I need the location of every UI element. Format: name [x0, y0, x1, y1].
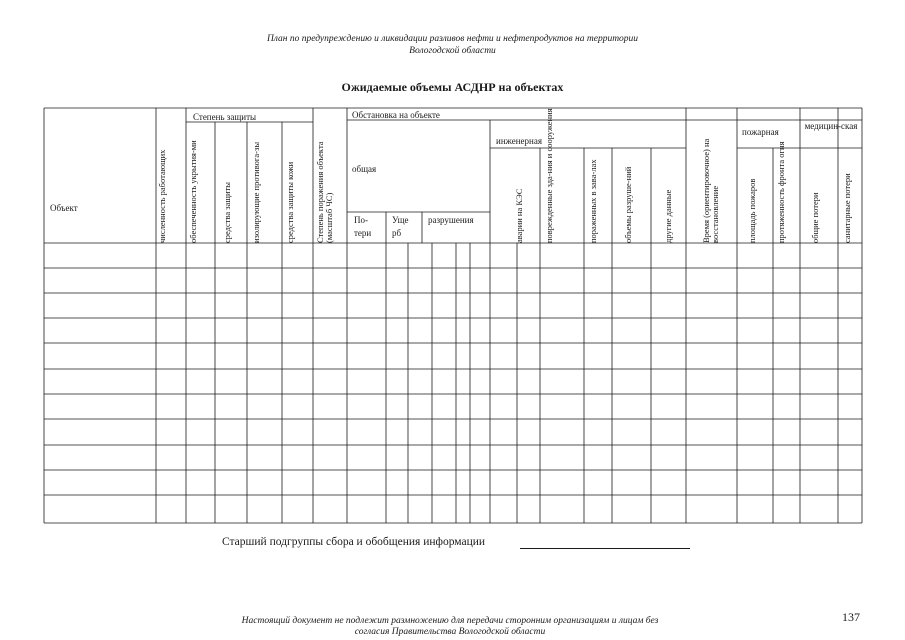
- general-header: общая: [352, 164, 377, 174]
- footer-notice-line2: согласия Правительства Вологодской области: [354, 627, 546, 637]
- fire-front-header: протяженность фронта огня: [776, 141, 786, 243]
- document-header-line2: Вологодской области: [409, 46, 496, 56]
- trapped-victims-header: пораженных в зава-лах: [588, 159, 598, 243]
- protection-group-header: Степень защиты: [193, 112, 257, 122]
- signature-line: [520, 548, 690, 549]
- situation-group-header: Обстановка на объекте: [352, 110, 440, 120]
- destruction-volume-header: объемы разруше-ний: [623, 166, 633, 243]
- object-header: Объект: [50, 203, 78, 213]
- sanitary-losses-header: санитарные потери: [842, 173, 852, 243]
- signature-label: Старший подгруппы сбора и обобщения информации: [222, 536, 486, 548]
- gas-mask-header: изолирующие противога-зы: [251, 141, 261, 243]
- damage-header-a: Уще: [392, 215, 409, 225]
- headcount-header: численность работающих: [157, 149, 167, 243]
- restore-time-header: Время (ориентировочное) на восстановление: [701, 138, 720, 243]
- damage-header-b: рб: [392, 228, 402, 238]
- damage-degree-header: Степень поражения объекта (масштаб ЧС): [315, 141, 334, 243]
- protection-means-header: средства защиты: [222, 182, 232, 243]
- kes-accidents-header: аварии на КЭС: [514, 188, 524, 243]
- losses-header-b: тери: [354, 228, 372, 238]
- table-title: Ожидаемые объемы АСДНР на объектах: [341, 80, 564, 94]
- medical-header: медицин-ская: [804, 121, 858, 131]
- destruction-header: разрушения: [428, 215, 474, 225]
- footer-notice-line1: Настоящий документ не подлежит размножению для передачи сторонним организациям и лицам без: [241, 616, 659, 626]
- losses-header-a: По-: [354, 215, 368, 225]
- damaged-buildings-header: поврежденные зда-ния и сооружения: [544, 108, 554, 243]
- total-losses-header: общие потери: [810, 192, 820, 243]
- page-number: 137: [842, 610, 860, 624]
- skin-protection-header: средства защиты кожи: [285, 161, 295, 243]
- fire-area-header: площадь пожаров: [747, 178, 757, 243]
- engineering-header: инженерная: [496, 136, 542, 146]
- other-data-header: другие данные: [663, 189, 673, 243]
- document-header-line1: План по предупреждению и ликвидации разливов нефти и нефтепродуктов на территории: [266, 34, 639, 44]
- fire-header: пожарная: [742, 127, 779, 137]
- shelter-provision-header: обеспеченность укрытия-ми: [188, 140, 198, 243]
